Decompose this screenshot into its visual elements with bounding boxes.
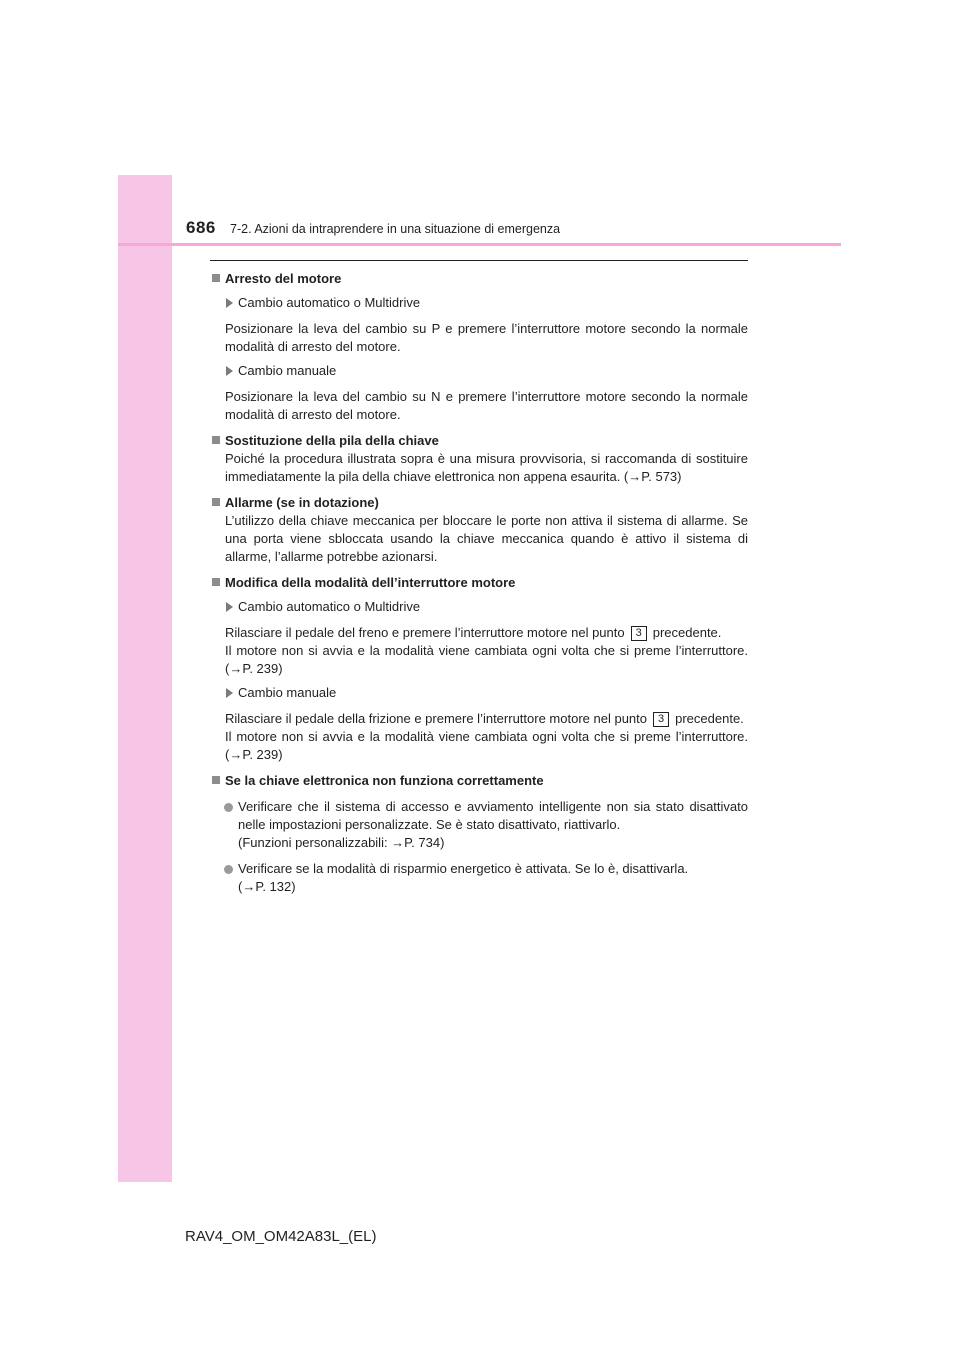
heading-modifica-modalita: Modifica della modalità dell’interruttore motore — [212, 574, 748, 592]
sub-heading: Cambio manuale — [212, 684, 748, 702]
list-item: Verificare che il sistema di accesso e avviamento intelligente non sia stato disattivato nelle impostazioni personalizzate. Se è stato disattivato, riattivarlo. (Funzioni personalizzabili: →P. 734) — [212, 798, 748, 852]
paragraph: Rilasciare il pedale del freno e premere l’interruttore motore nel punto 3 precedente. Il motore non si avvia e la modalità viene cambiata ogni volta che si preme l’interruttore. (→P. 239) — [225, 625, 748, 676]
heading-chiave-non-funziona: Se la chiave elettronica non funziona correttamente — [212, 772, 748, 790]
paragraph: Rilasciare il pedale della frizione e premere l’interruttore motore nel punto 3 precedente. Il motore non si avvia e la modalità viene cambiata ogni volta che si preme l’interruttore. (→P. 239) — [225, 711, 748, 762]
paragraph: L’utilizzo della chiave meccanica per bloccare le porte non attiva il sistema di allarme. Se una porta viene sbloccata usando la chiave meccanica quando è attivo il sistema di allarme, l’allarme potrebbe azionarsi. — [225, 513, 748, 564]
square-bullet-icon — [212, 274, 220, 282]
circle-bullet-icon — [224, 865, 233, 874]
section-title: 7-2. Azioni da intraprendere in una situazione di emergenza — [230, 222, 561, 236]
paragraph: Posizionare la leva del cambio su N e premere l’interruttore motore secondo la normale modalità di arresto del motore. — [225, 389, 748, 422]
content-top-rule — [210, 260, 748, 261]
list-item: Verificare se la modalità di risparmio energetico è attivata. Se lo è, disattivarla. (→P. 132) — [212, 860, 748, 896]
triangle-bullet-icon — [226, 298, 233, 308]
square-bullet-icon — [212, 578, 220, 586]
triangle-bullet-icon — [226, 366, 233, 376]
triangle-bullet-icon — [226, 602, 233, 612]
step-number-box: 3 — [631, 626, 647, 641]
circle-bullet-icon — [224, 803, 233, 812]
sub-heading: Cambio automatico o Multidrive — [212, 294, 748, 312]
footer-code: RAV4_OM_OM42A83L_(EL) — [185, 1228, 377, 1245]
square-bullet-icon — [212, 498, 220, 506]
square-bullet-icon — [212, 436, 220, 444]
sub-heading: Cambio automatico o Multidrive — [212, 598, 748, 616]
step-number-box: 3 — [653, 712, 669, 727]
paragraph: Poiché la procedura illustrata sopra è una misura provvisoria, si raccomanda di sostituire immediatamente la pila della chiave elettronica non appena esaurita. (→P. 573) — [225, 451, 748, 484]
page-content — [212, 270, 748, 896]
page-number: 686 — [186, 218, 216, 237]
side-color-band — [118, 175, 172, 1182]
heading-arresto-motore: Arresto del motore — [212, 270, 748, 288]
paragraph: Posizionare la leva del cambio su P e premere l’interruttore motore secondo la normale modalità di arresto del motore. — [225, 321, 748, 354]
triangle-bullet-icon — [226, 688, 233, 698]
sub-heading: Cambio manuale — [212, 362, 748, 380]
heading-sostituzione-pila: Sostituzione della pila della chiave — [212, 432, 748, 450]
header-rule — [118, 243, 841, 246]
square-bullet-icon — [212, 776, 220, 784]
heading-allarme: Allarme (se in dotazione) — [212, 494, 748, 512]
